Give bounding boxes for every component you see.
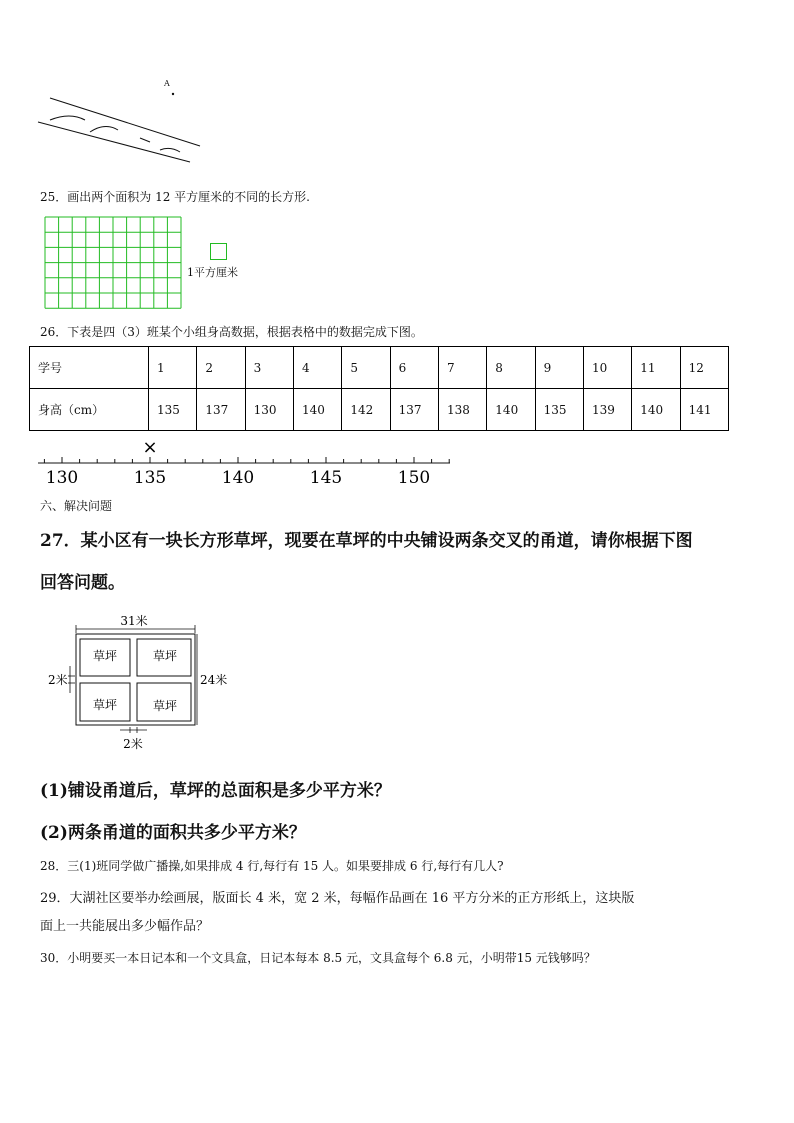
river-flow-line (140, 138, 150, 142)
table-row-number (30, 347, 729, 389)
question-26: 26．下表是四（3）班某个小组身高数据，根据表格中的数据完成下图。 (40, 325, 423, 339)
river-flow-line (90, 126, 118, 132)
question-27-line2: 回答问题。 (40, 573, 125, 593)
number-line-label: 130 (45, 468, 79, 488)
lawn-figure (40, 610, 240, 755)
path-bottom-label: 2米 (123, 737, 143, 751)
height-table (29, 346, 729, 431)
table-cell: 2 (197, 347, 245, 389)
point-a-label: A (164, 79, 170, 88)
table-header-number: 学号 (30, 347, 149, 389)
question-29-line1: 29．大湖社区要举办绘画展，版面长 4 米，宽 2 米，每幅作品画在 16 平方分米的正方形纸上，这块版 (40, 891, 635, 906)
table-cell: 5 (342, 347, 390, 389)
table-cell: 141 (680, 389, 728, 431)
unit-square-label: 1平方厘米 (187, 266, 238, 279)
question-28: 28．三(1)班同学做广播操,如果排成 4 行,每行有 15 人。如果要排成 6 行,每行有几人? (40, 859, 504, 873)
question-25: 25．画出两个面积为 12 平方厘米的不同的长方形. (40, 190, 310, 204)
width-label: 31米 (120, 614, 148, 628)
table-cell: 7 (438, 347, 486, 389)
table-cell: 140 (293, 389, 341, 431)
river-flow-line (160, 148, 180, 152)
table-cell: 142 (342, 389, 390, 431)
lawn-label: 草坪 (152, 699, 178, 713)
table-cell: 137 (390, 389, 438, 431)
table-cell: 11 (632, 347, 680, 389)
question-30: 30．小明要买一本日记本和一个文具盒，日记本每本 8.5 元，文具盒每个 6.8 元，小明带15 元钱够吗？ (40, 951, 596, 965)
number-line-label: 140 (221, 468, 255, 488)
table-cell: 140 (632, 389, 680, 431)
unit-square (210, 243, 227, 260)
number-line-label: 145 (309, 468, 343, 488)
question-29-line2: 面上一共能展出多少幅作品？ (40, 919, 210, 934)
river-flow-line (50, 116, 85, 120)
table-cell: 140 (487, 389, 535, 431)
table-cell: 137 (197, 389, 245, 431)
table-cell: 9 (535, 347, 583, 389)
table-cell: 139 (583, 389, 631, 431)
number-line-label: 135 (133, 468, 167, 488)
table-row-height (30, 389, 729, 431)
table-cell: 135 (535, 389, 583, 431)
section-heading: 六、解决问题 (40, 499, 113, 513)
height-label: 24米 (200, 673, 228, 687)
table-cell: 4 (293, 347, 341, 389)
number-line-label: 150 (397, 468, 431, 488)
table-cell: 138 (438, 389, 486, 431)
table-cell: 3 (245, 347, 293, 389)
lawn-label: 草坪 (152, 649, 178, 663)
table-cell: 1 (149, 347, 197, 389)
table-cell: 130 (245, 389, 293, 431)
table-cell: 10 (583, 347, 631, 389)
river-figure (30, 70, 210, 165)
table-header-height: 身高（cm） (30, 389, 149, 431)
number-line-mark: × (142, 437, 158, 458)
question-27-line1: 27．某小区有一块长方形草坪，现要在草坪的中央铺设两条交叉的甬道，请你根据下图 (40, 531, 693, 551)
path-left-label: 2米 (48, 673, 68, 687)
table-cell: 8 (487, 347, 535, 389)
number-line (30, 436, 460, 492)
lawn-label: 草坪 (92, 698, 118, 712)
square-grid (44, 216, 184, 310)
point-a-dot (172, 93, 174, 95)
river-bank-top (50, 98, 200, 146)
table-cell: 135 (149, 389, 197, 431)
lawn-label: 草坪 (92, 649, 118, 663)
question-27-sub2: (2)两条甬道的面积共多少平方米？ (40, 823, 306, 843)
table-cell: 6 (390, 347, 438, 389)
table-cell: 12 (680, 347, 728, 389)
question-27-sub1: (1)铺设甬道后，草坪的总面积是多少平方米？ (40, 781, 391, 801)
